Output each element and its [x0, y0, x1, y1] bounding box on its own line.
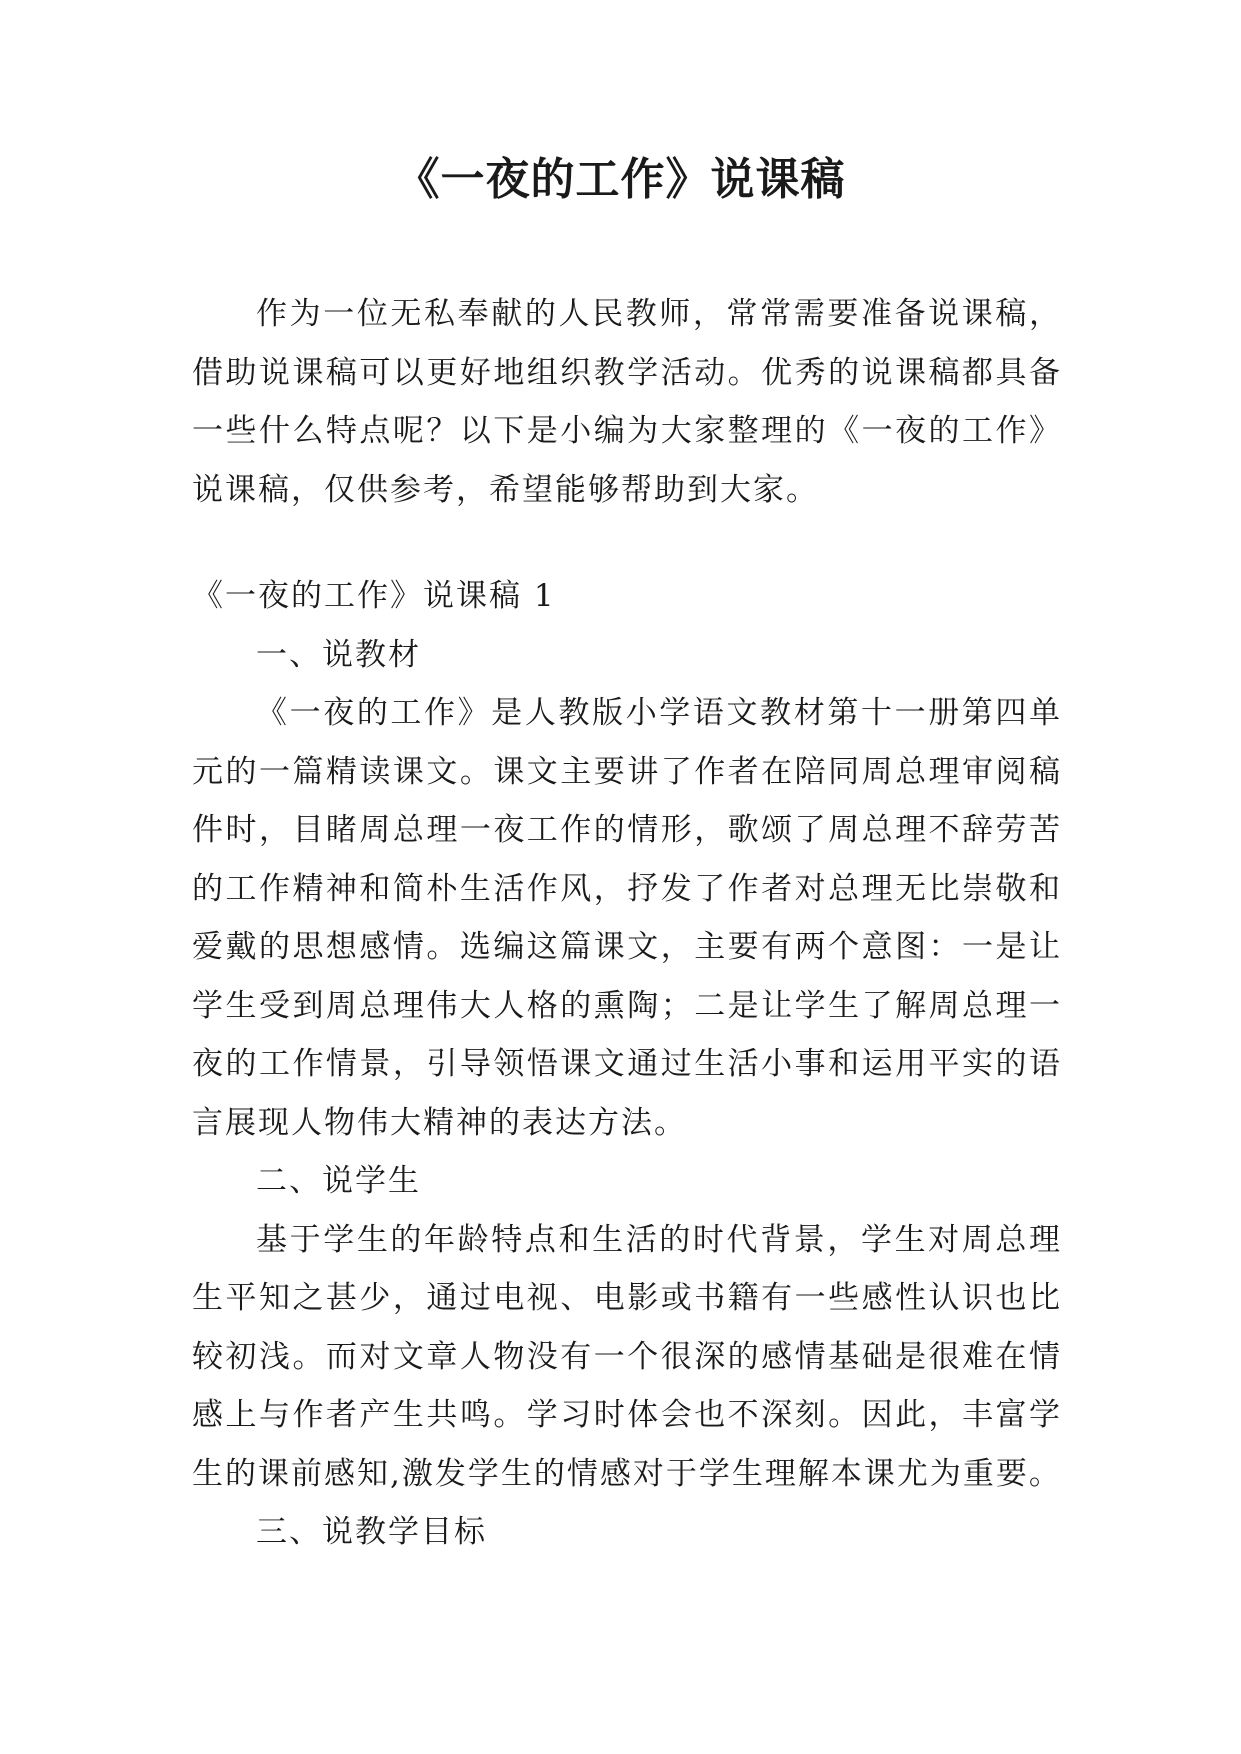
document-title: 《一夜的工作》说课稿 [395, 154, 846, 205]
intro-paragraph: 作为一位无私奉献的人民教师，常常需要准备说课稿，借助说课稿可以更好地组织教学活动。优秀的说课稿都具备一些什么特点呢？以下是小编为大家整理的《一夜的工作》说课稿，仅供参考，希望能够帮助到大家。 [192, 296, 1062, 508]
document-body [192, 285, 1062, 1562]
heading-textbook: 一、说教材 [256, 636, 421, 673]
paragraph-textbook: 《一夜的工作》是人教版小学语文教材第十一册第四单元的一篇精读课文。课文主要讲了作者在陪同周总理审阅稿件时，目睹周总理一夜工作的情形，歌颂了周总理不辞劳苦的工作精神和简朴生活作风，抒发了作者对总理无比崇敬和爱戴的思想感情。选编这篇课文，主要有两个意图：一是让学生受到周总理伟大人格的熏陶；二是让学生了解周总理一夜的工作情景，引导领悟课文通过生活小事和运用平实的语言展现人物伟大精神的表达方法。 [192, 695, 1062, 1141]
section-gap [192, 519, 1062, 567]
heading-objectives: 三、说教学目标 [256, 1514, 487, 1550]
section-title: 《一夜的工作》说课稿 1 [192, 578, 556, 614]
paragraph-students: 基于学生的年龄特点和生活的时代背景，学生对周总理生平知之甚少，通过电视、电影或书籍有一些感性认识也比较初浅。而对文章人物没有一个很深的感情基础是很难在情感上与作者产生共鸣。学习时体会也不深刻。因此，丰富学生的课前感知,激发学生的情感对于学生理解本课尤为重要。 [192, 1221, 1062, 1492]
heading-students: 二、说学生 [256, 1163, 421, 1199]
